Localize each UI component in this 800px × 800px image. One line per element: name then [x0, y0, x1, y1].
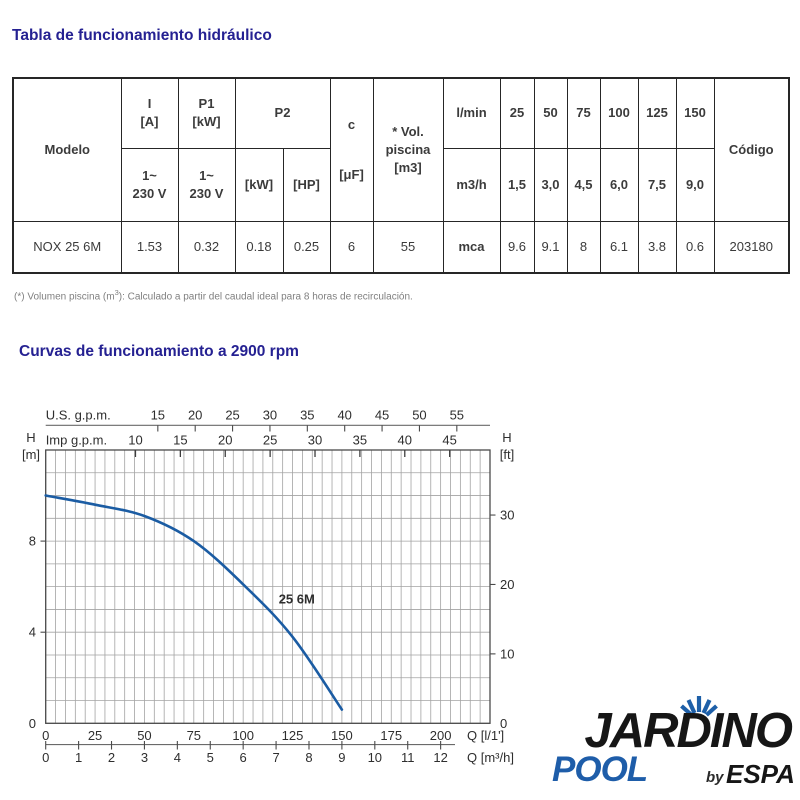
flow-lmin-125: 125	[638, 78, 676, 148]
imp-gpm-tick-label: 45	[442, 432, 457, 448]
p2-kw-unit: [kW]	[235, 148, 283, 221]
col-header-p2: P2	[235, 78, 330, 148]
flow-m3h-2: 3,0	[534, 148, 567, 221]
col-header-modelo: Modelo	[13, 78, 121, 221]
cell-mca-100: 6.1	[600, 221, 638, 273]
flow-m3h-5: 7,5	[638, 148, 676, 221]
lmin-tick-label: 150	[331, 728, 353, 743]
lmin-tick-label: 200	[429, 728, 452, 743]
m3h-tick-label: 4	[173, 750, 181, 765]
imp-gpm-tick-label: 10	[128, 432, 143, 448]
lmin-tick-label: 100	[232, 728, 255, 743]
lmin-tick-label: 0	[42, 728, 50, 743]
h-ft-axis-unit: [ft]	[499, 447, 515, 462]
lmin-tick-label: 50	[137, 728, 152, 743]
h-m-axis-label: H	[26, 430, 36, 445]
logo-pool-text: POOL	[552, 750, 648, 789]
col-header-p1: P1 [kW]	[178, 78, 235, 148]
flow-m3h-4: 6,0	[600, 148, 638, 221]
flow-lmin-150: 150	[676, 78, 714, 148]
flow-m3h-3: 4,5	[567, 148, 600, 221]
imp-gpm-axis-label: Imp g.p.m.	[45, 432, 108, 448]
us-gpm-tick-label: 40	[337, 407, 352, 423]
pool-volume-footnote: (*) Volumen piscina $(m^3)$: Calculado a partir del caudal ideal para 8 horas de recirculación.	[14, 288, 413, 303]
imp-gpm-tick-label: 20	[218, 432, 233, 448]
us-gpm-tick-label: 35	[300, 407, 315, 423]
flow-m3h-label: m3/h	[443, 148, 500, 221]
us-gpm-tick-label: 45	[374, 407, 390, 423]
cell-p2-kw: 0.18	[235, 221, 283, 273]
us-gpm-tick-label: 20	[187, 407, 203, 423]
h-ft-tick-label: 30	[500, 507, 515, 523]
current-voltage: 1~ 230 V	[121, 148, 178, 221]
cell-codigo: 203180	[714, 221, 789, 273]
imp-gpm-tick-label: 35	[352, 432, 368, 448]
cell-mca-25: 9.6	[500, 221, 534, 273]
imp-gpm-tick-label: 15	[173, 432, 188, 448]
logo-by-text: by	[706, 769, 724, 786]
h-m-tick-label: 0	[28, 715, 36, 731]
m3h-axis-label: Q [m³/h]	[467, 750, 514, 765]
lmin-axis-label: Q [l/1']	[467, 728, 505, 743]
imp-gpm-tick-label: 25	[262, 432, 278, 448]
m3h-tick-label: 0	[42, 750, 50, 765]
imp-gpm-tick-label: 30	[307, 432, 323, 448]
hydraulic-performance-table	[12, 77, 790, 274]
us-gpm-tick-label: 25	[225, 407, 240, 423]
col-header-current: I [A]	[121, 78, 178, 148]
flow-lmin-100: 100	[600, 78, 638, 148]
us-gpm-tick-label: 30	[262, 407, 278, 423]
col-header-pool-volume: * Vol. piscina [m3]	[373, 78, 443, 221]
m3h-tick-label: 10	[367, 750, 383, 765]
us-gpm-tick-label: 50	[412, 407, 427, 423]
pump-curve-chart	[0, 390, 524, 790]
m3h-tick-label: 6	[239, 750, 247, 765]
cell-current: 1.53	[121, 221, 178, 273]
lmin-tick-label: 75	[186, 728, 202, 743]
m3h-tick-label: 5	[206, 750, 214, 765]
cell-mca-125: 3.8	[638, 221, 676, 273]
m3h-tick-label: 12	[433, 750, 448, 765]
h-m-tick-label: 8	[28, 533, 36, 549]
curves-section-title: Curvas de funcionamiento a 2900 rpm	[19, 343, 299, 360]
cell-mca-50: 9.1	[534, 221, 567, 273]
flow-lmin-75: 75	[567, 78, 600, 148]
hydraulic-table-title: Tabla de funcionamiento hidráulico	[12, 27, 272, 44]
p2-hp-unit: [HP]	[283, 148, 330, 221]
us-gpm-tick-label: 15	[150, 407, 166, 423]
flow-m3h-1: 1,5	[500, 148, 534, 221]
cell-modelo: NOX 25 6M	[13, 221, 121, 273]
cell-p1: 0.32	[178, 221, 235, 273]
flow-m3h-6: 9,0	[676, 148, 714, 221]
col-header-codigo: Código	[714, 78, 789, 221]
m3h-tick-label: 11	[400, 750, 415, 765]
m3h-tick-label: 9	[338, 750, 346, 765]
lmin-tick-label: 25	[87, 728, 103, 743]
h-ft-axis-label: H	[502, 430, 512, 445]
m3h-tick-label: 2	[107, 750, 116, 765]
h-ft-tick-label: 0	[500, 715, 508, 731]
h-m-tick-label: 4	[28, 624, 36, 640]
imp-gpm-tick-label: 40	[397, 432, 413, 448]
table-row	[13, 221, 789, 273]
lmin-tick-label: 125	[281, 728, 304, 743]
us-gpm-axis-label: U.S. g.p.m.	[45, 407, 111, 423]
jardino-pool-logo	[540, 690, 796, 795]
flow-lmin-25: 25	[500, 78, 534, 148]
h-m-axis-unit: [m]	[21, 447, 41, 462]
m3h-tick-label: 3	[140, 750, 149, 765]
logo-brand-text: JARDINO	[584, 704, 791, 758]
cell-mca-75: 8	[567, 221, 600, 273]
cell-pool-volume: 55	[373, 221, 443, 273]
cell-p2-hp: 0.25	[283, 221, 330, 273]
m3h-tick-label: 7	[272, 750, 280, 765]
h-ft-tick-label: 20	[500, 576, 515, 592]
cell-mca-label: mca	[443, 221, 500, 273]
m3h-tick-label: 8	[305, 750, 313, 765]
flow-lmin-50: 50	[534, 78, 567, 148]
col-header-capacitor: c [μF]	[330, 78, 373, 221]
us-gpm-tick-label: 55	[449, 407, 465, 423]
curve-label: 25 6M	[278, 591, 315, 607]
lmin-tick-label: 175	[380, 728, 403, 743]
p1-voltage: 1~ 230 V	[178, 148, 235, 221]
flow-lmin-label: l/min	[443, 78, 500, 148]
logo-espa-text: ESPA	[726, 759, 795, 789]
m3h-tick-label: 1	[74, 750, 83, 765]
cell-mca-150: 0.6	[676, 221, 714, 273]
cell-capacitor: 6	[330, 221, 373, 273]
h-ft-tick-label: 10	[500, 646, 515, 662]
